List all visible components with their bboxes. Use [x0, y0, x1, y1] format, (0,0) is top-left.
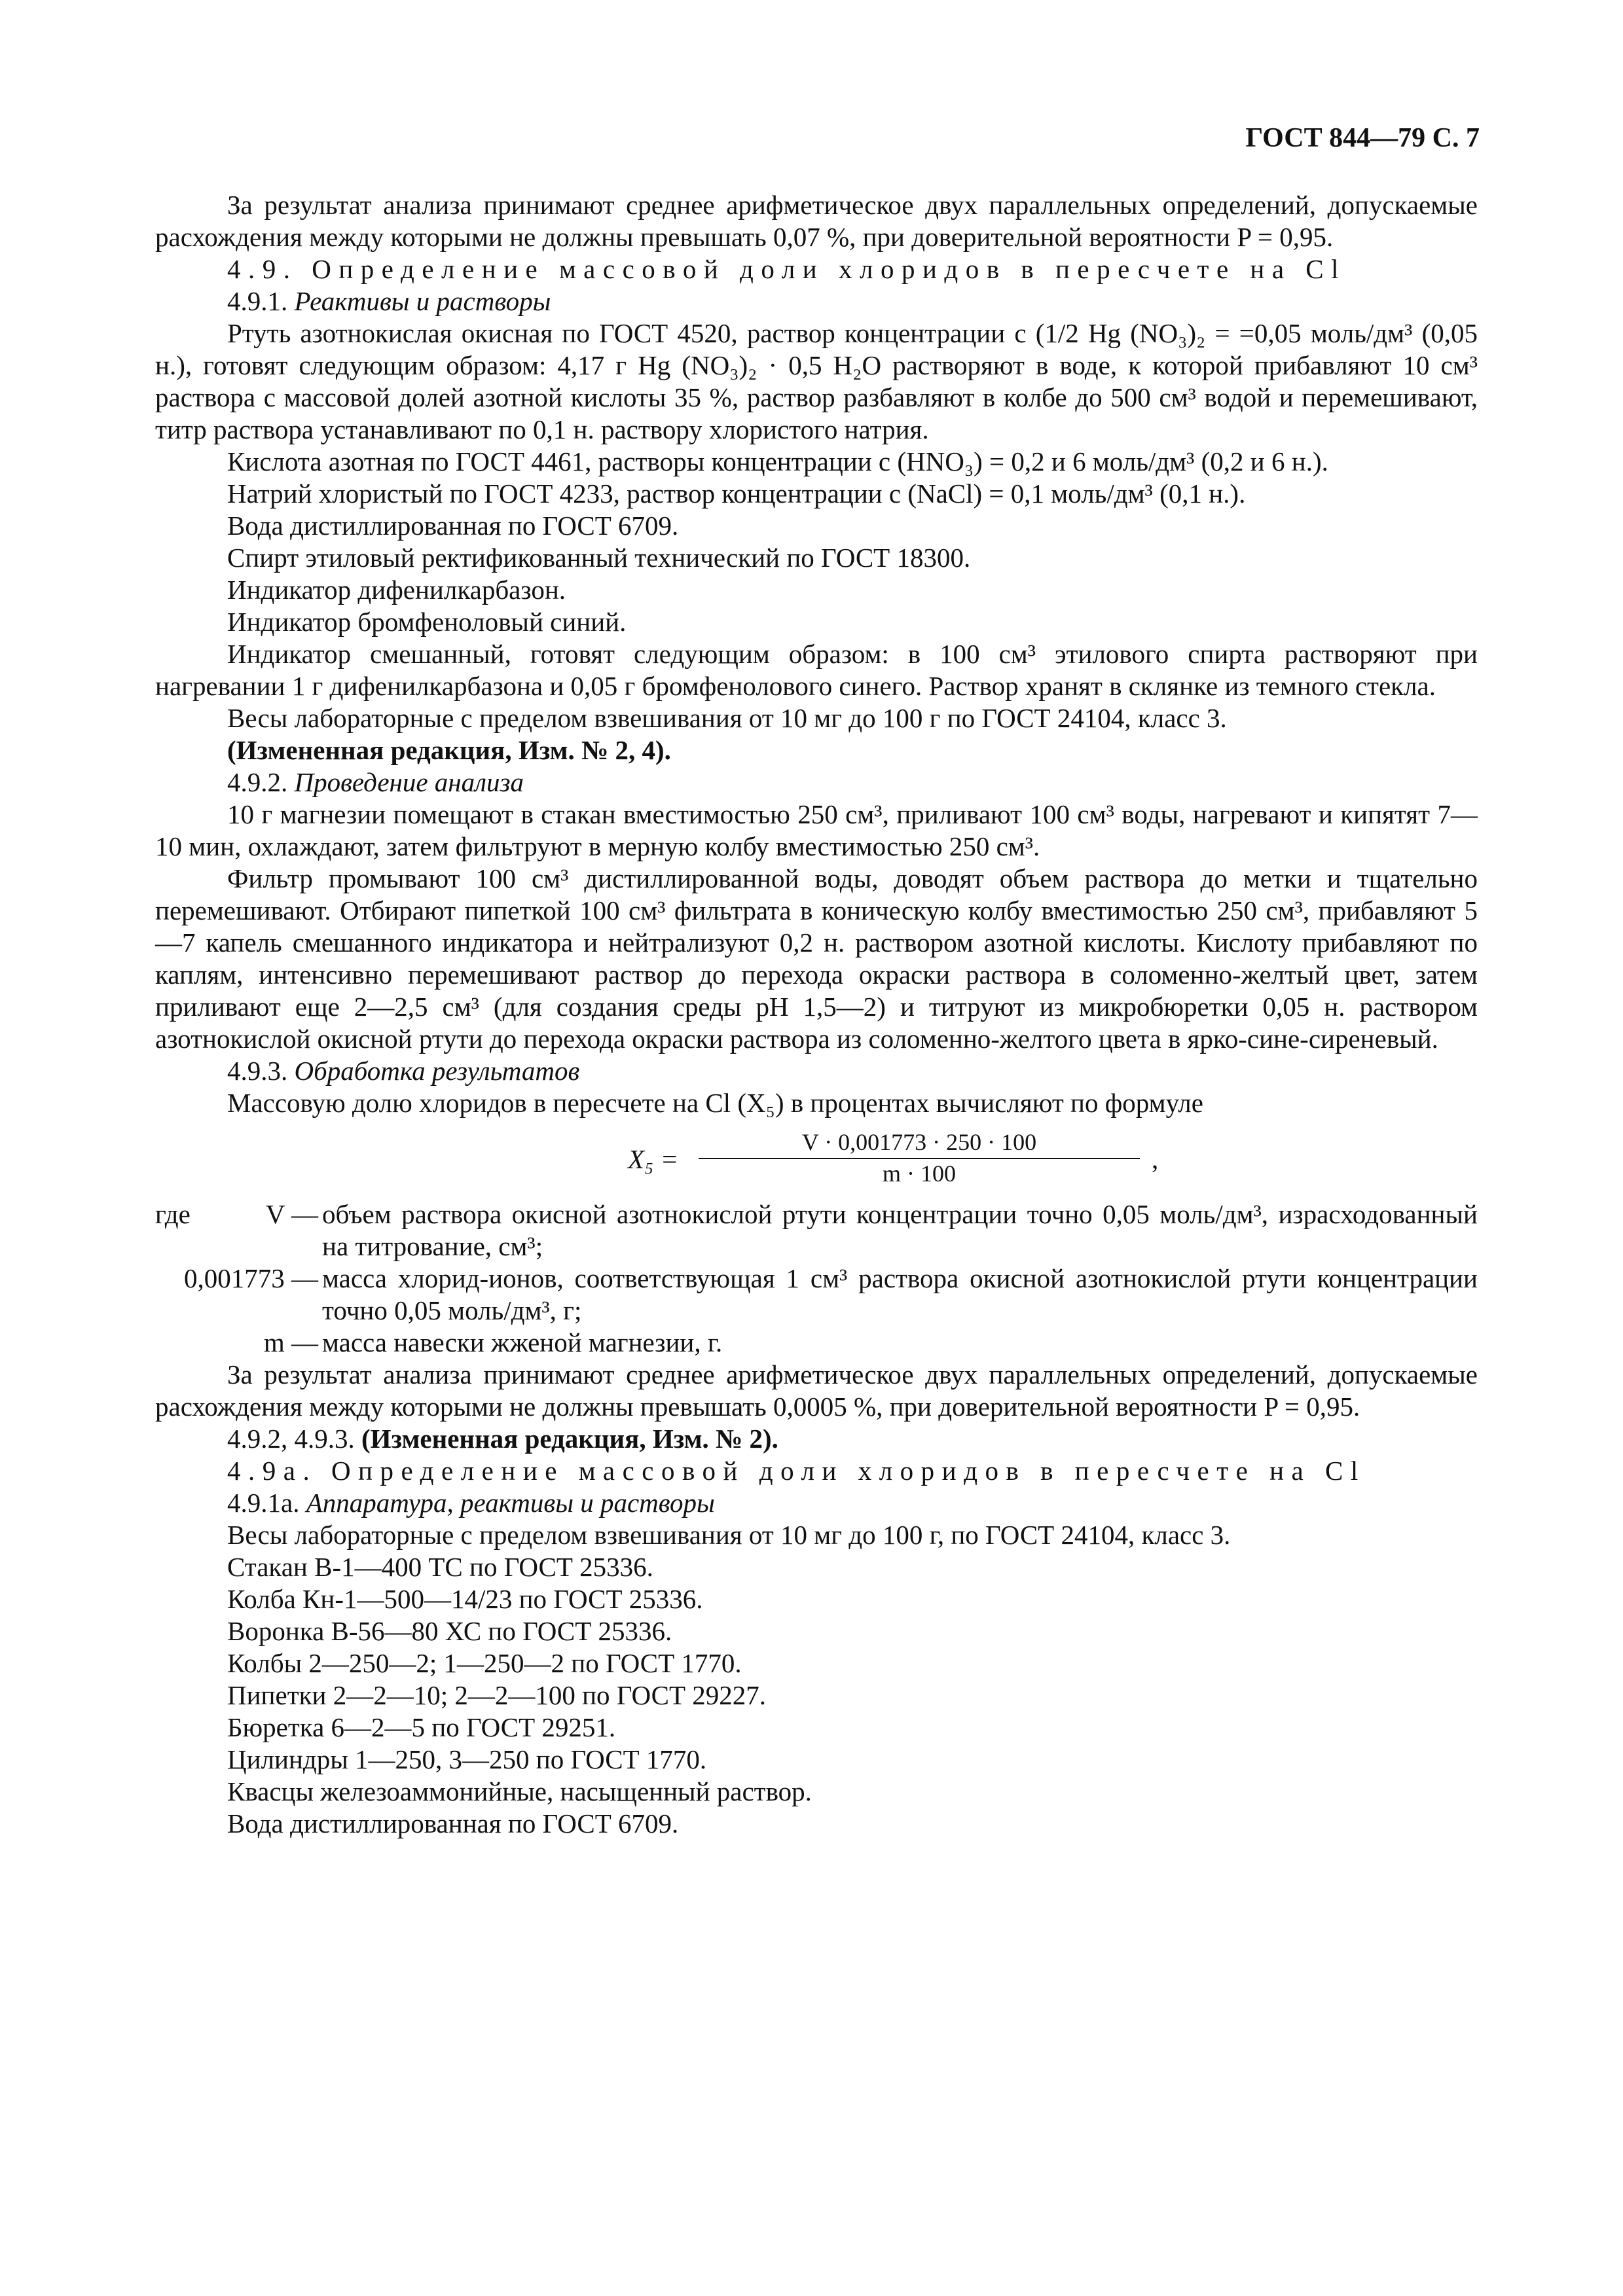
paragraph: Фильтр промывают 100 см³ дистиллированной воды, доводят объем раствора до метки и тщательно перемешивают. Отбирают пипеткой 100 см³ фильтрата в коническую колбу вместимостью 250 см³, прибавляют 5—7 капель смешанного индикатора и нейтрализуют 0,2 н. раствором азотной кислоты. Кислоту прибавляют по каплям, интенсивно перемешивают раствор до перехода окраски раствора в соломенно-желтый цвет, затем приливают еще 2—2,5 см³ (для создания среды pH 1,5—2) и титруют из микробюретки 0,05 н. раствором азотнокислой окисной ртути до перехода окраски раствора из соломенно-желтого цвета в ярко-сине-сиреневый. [155, 863, 1478, 1054]
subsection-number: 4.9.1. [227, 286, 295, 316]
section-heading: 4.9а. Определение массовой доли хлоридов в пересчете на Cl [227, 1456, 1366, 1486]
equipment-item: Вода дистиллированная по ГОСТ 6709. [227, 1808, 679, 1839]
paragraph: 10 г магнезии помещают в стакан вместимостью 250 см³, приливают 100 см³ воды, нагревают и кипятят 7—10 мин, охлаждают, затем фильтруют в мерную колбу вместимостью 250 см³. [155, 799, 1478, 861]
formula-lhs: X₅ = [628, 1144, 679, 1174]
formula-denominator: m · 100 [883, 1160, 956, 1187]
subsection-title: Обработка результатов [294, 1056, 580, 1086]
subsection-title: Аппаратура, реактивы и растворы [306, 1488, 715, 1518]
formula-fraction [699, 1129, 1140, 1187]
paragraph: За результат анализа принимают среднее арифметическое двух параллельных определений, допускаемые расхождения между которыми не должны превышать 0,0005 %, при доверительной вероятности P = 0,95. [155, 1359, 1478, 1422]
definitions [155, 1198, 1478, 1359]
equipment-item: Цилиндры 1—250, 3—250 по ГОСТ 1770. [227, 1744, 707, 1774]
equipment-item: Стакан В-1—400 ТС по ГОСТ 25336. [227, 1552, 653, 1582]
definition-key: 0,001773 — [184, 1263, 318, 1293]
definition-item [155, 1327, 1478, 1359]
subsection-heading [155, 1055, 1478, 1087]
subsection-heading [155, 766, 1478, 798]
paragraph: Ртуть азотнокислая окисная по ГОСТ 4520, раствор концентрации c (1/2 Hg (NO₃)₂ = =0,05 моль/дм³ (0,05 н.), готовят следующим образом: 4,17 г Hg (NO₃)₂ · 0,5 H₂O растворяют в воде, к которой прибавляют 10 см³ раствора с массовой долей азотной кислоты 35 %, раствор разбавляют в колбе до 500 см³ водой и перемешивают, титр раствора устанавливают по 0,1 н. раствору хлористого натрия. [155, 318, 1478, 444]
page-header: ГОСТ 844—79 С. 7 [1245, 123, 1480, 153]
paragraph: Индикатор дифенилкарбазон. [227, 575, 566, 605]
section-heading: 4.9. Определение массовой доли хлоридов в пересчете на Cl [227, 254, 1347, 284]
equipment-item: Колбы 2—250—2; 1—250—2 по ГОСТ 1770. [227, 1648, 742, 1678]
subsection-number: 4.9.1а. [227, 1488, 306, 1518]
subsection-number: 4.9.2. [227, 767, 295, 797]
paragraph: Массовую долю хлоридов в пересчете на Cl (X₅) в процентах вычисляют по формуле [227, 1088, 1203, 1118]
subsection-heading [155, 285, 1478, 317]
subsection-number: 4.9.3. [227, 1056, 295, 1086]
subsection-title: Проведение анализа [294, 767, 524, 797]
subsection-heading [155, 1487, 1478, 1519]
definition-key: V — [265, 1199, 318, 1229]
definition-text: объем раствора окисной азотнокислой ртути концентрации точно 0,05 моль/дм³, израсходованный на титрование, см³; [322, 1199, 1478, 1261]
paragraph: Индикатор бромфеноловый синий. [227, 607, 627, 637]
paragraph: Индикатор смешанный, готовят следующим образом: в 100 см³ этилового спирта растворяют при нагревании 1 г дифенилкарбазона и 0,05 г бромфенолового синего. Раствор хранят в склянке из темного стекла. [155, 639, 1478, 701]
equipment-item: Бюретка 6—2—5 по ГОСТ 29251. [227, 1712, 616, 1742]
paragraph: Спирт этиловый ректификованный технический по ГОСТ 18300. [227, 543, 971, 573]
fraction-bar [699, 1158, 1140, 1159]
amendment-note [155, 1423, 1478, 1455]
equipment-item: Весы лабораторные с пределом взвешивания от 10 мг до 100 г, по ГОСТ 24104, класс 3. [227, 1520, 1231, 1550]
document-body [155, 189, 1478, 1840]
equipment-item: Колба Кн-1—500—14/23 по ГОСТ 25336. [227, 1584, 703, 1614]
equipment-item: Пипетки 2—2—10; 2—2—100 по ГОСТ 29227. [227, 1680, 766, 1710]
paragraph: Натрий хлористый по ГОСТ 4233, раствор концентрации c (NaCl) = 0,1 моль/дм³ (0,1 н.). [227, 478, 1246, 509]
definition-key: m — [263, 1327, 318, 1357]
paragraph: Кислота азотная по ГОСТ 4461, растворы концентрации c (HNO₃) = 0,2 и 6 моль/дм³ (0,2 и 6 н.). [227, 446, 1328, 476]
equipment-item: Воронка В-56—80 ХС по ГОСТ 25336. [227, 1616, 672, 1646]
paragraph: За результат анализа принимают среднее арифметическое двух параллельных определений, допускаемые расхождения между которыми не должны превышать 0,07 %, при доверительной вероятности P = 0,95. [155, 190, 1478, 252]
amendment-text: (Измененная редакция, Изм. № 2). [361, 1424, 778, 1454]
definition-text: масса навески жженой магнезии, г. [322, 1327, 723, 1357]
definition-item [155, 1198, 1478, 1263]
amendment-note: (Измененная редакция, Изм. № 2, 4). [227, 735, 671, 765]
definition-item [0, 1263, 1478, 1327]
equipment-item: Квасцы железоаммонийные, насыщенный раствор. [227, 1776, 812, 1806]
formula-trail: , [1152, 1144, 1159, 1174]
paragraph: Весы лабораторные с пределом взвешивания от 10 мг до 100 г по ГОСТ 24104, класс 3. [227, 703, 1227, 733]
definition-text: масса хлорид-ионов, соответствующая 1 см³ раствора окисной азотнокислой ртути концентрации точно 0,05 моль/дм³, г; [322, 1263, 1478, 1325]
formula [155, 1128, 1478, 1193]
where-label: где [155, 1199, 191, 1229]
subsection-title: Реактивы и растворы [294, 286, 551, 316]
amendment-ref: 4.9.2, 4.9.3. [227, 1424, 361, 1454]
formula-numerator: V · 0,001773 · 250 · 100 [801, 1129, 1037, 1155]
paragraph: Вода дистиллированная по ГОСТ 6709. [227, 511, 679, 541]
